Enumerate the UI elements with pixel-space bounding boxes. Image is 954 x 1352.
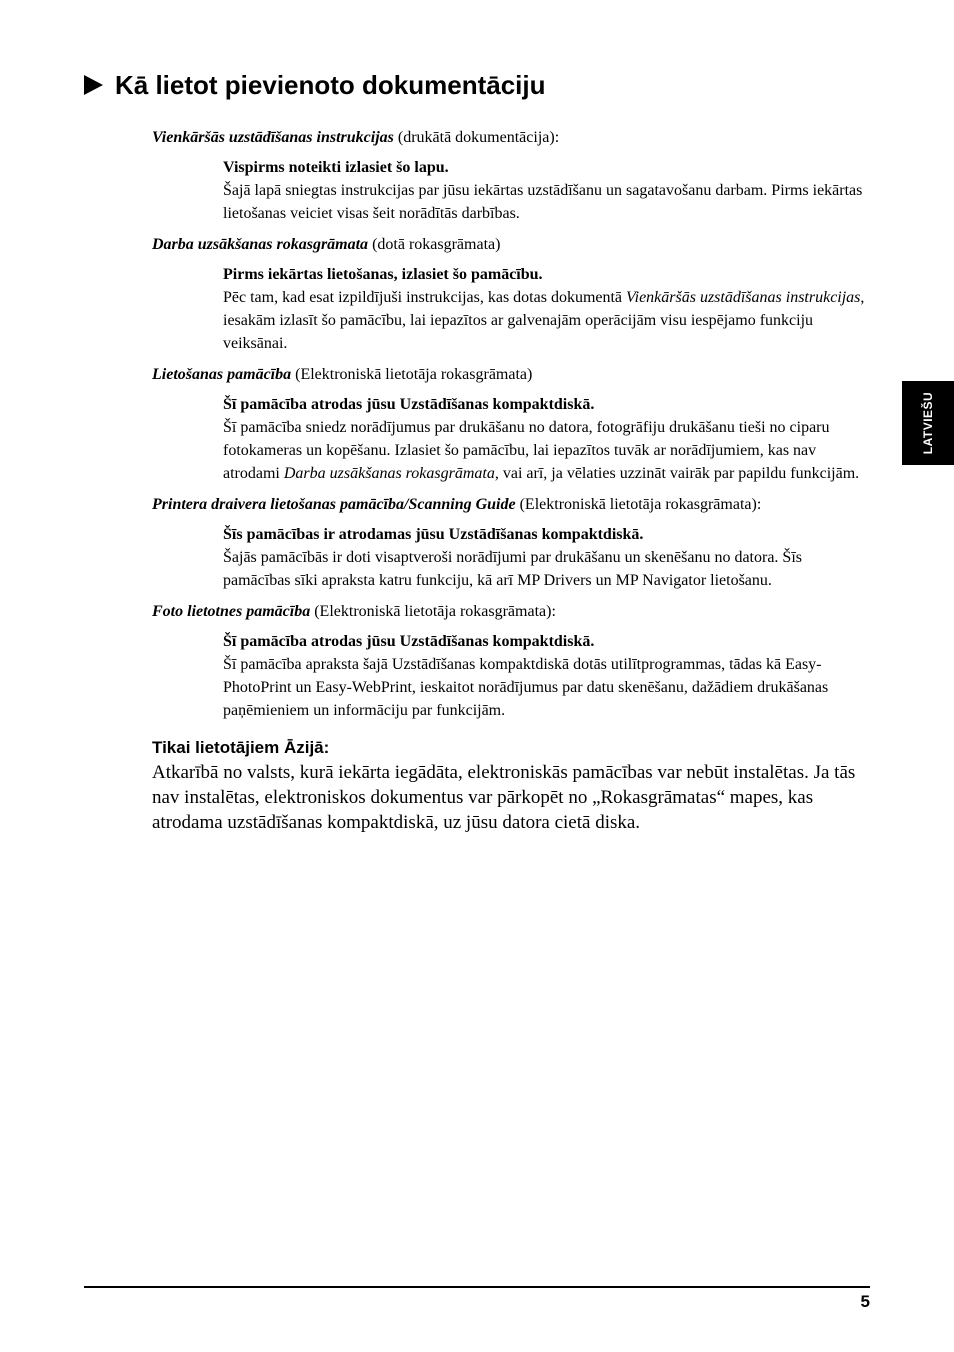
- asia-note-text: Atkarībā no valsts, kurā iekārta iegādāta, elektroniskās pamācības var nebūt instalētas. Ja tās nav instalētas, elektroniskos dokumentus var pārkopēt no „Rokasgrāmatas“ mapes, kas atrodama uzstādīšanas kompaktdiskā, uz jūsu datora cietā diska.: [152, 762, 856, 833]
- doc-title: Foto lietotnes pamācība: [152, 603, 311, 620]
- triangle-bullet-icon: [84, 75, 103, 95]
- entry-text-part: , vai arī, ja vēlaties uzzināt vairāk par papildu funkcijām.: [494, 465, 860, 482]
- entry-heading: [152, 363, 872, 386]
- entry-text-reference: Vienkāršās uzstādīšanas instrukcijas: [626, 289, 861, 306]
- asia-note-heading: Tikai lietotājiem Āzijā:: [152, 738, 330, 757]
- entry-text: Šajā lapā sniegtas instrukcijas par jūsu iekārtas uzstādīšanu un sagatavošanu darbam. Pirms iekārtas lietošanas veiciet visas šeit norādītās darbības.: [223, 182, 863, 222]
- doc-title: Darba uzsākšanas rokasgrāmata: [152, 236, 369, 253]
- entry-heading: [152, 600, 872, 623]
- entry-easy-setup: [152, 126, 872, 225]
- page-number: 5: [860, 1292, 870, 1311]
- entry-body: [223, 263, 872, 355]
- entry-body: [223, 523, 872, 592]
- entry-text-reference: Darba uzsākšanas rokasgrāmata: [283, 465, 495, 482]
- entry-heading: [152, 233, 872, 256]
- entry-subheading: Šī pamācība atrodas jūsu Uzstādīšanas kompaktdiskā.: [223, 633, 595, 650]
- doc-title: Vienkāršās uzstādīšanas instrukcijas: [152, 129, 394, 146]
- entry-heading: [152, 493, 872, 516]
- entry-text: Šī pamācība apraksta šajā Uzstādīšanas kompaktdiskā dotās utilītprogrammas, tādas kā Easy-PhotoPrint un Easy-WebPrint, ieskaitot norādījumus par datu skenēšanu, dažādiem drukāšanas paņēmieniem un informāciju par funkcijām.: [223, 656, 829, 719]
- doc-type: (Elektroniskā lietotāja rokasgrāmata): [291, 366, 533, 383]
- doc-title: Lietošanas pamācība: [152, 366, 292, 383]
- entry-text: Šajās pamācībās ir doti visaptveroši norādījumi par drukāšanu un skenēšanu no datora. Šīs pamācības sīki apraksta katru funkciju, kā arī MP Drivers un MP Navigator lietošanu.: [223, 549, 802, 589]
- doc-type: (drukātā dokumentācija):: [393, 129, 560, 146]
- documentation-list: [152, 126, 872, 835]
- entry-text-part: Pēc tam, kad esat izpildījuši instrukcijas, kas dotas dokumentā: [223, 289, 627, 306]
- entry-getting-started: [152, 233, 872, 355]
- page-title: [84, 68, 546, 102]
- entry-text: [223, 286, 872, 355]
- entry-text-part: Šī pamācība sniedz norādījumus par drukāšanu no datora, fotogrāfiju drukāšanu tieši no ciparu fotokameras un kopēšanu. Izlasiet šo pamācību, lai iepazītos tuvāk ar norādījumiem, kas nav atrodami: [223, 419, 830, 482]
- language-tab: [902, 381, 954, 465]
- doc-title: Printera draivera lietošanas pamācība/Scanning Guide: [152, 496, 516, 513]
- doc-type: (Elektroniskā lietotāja rokasgrāmata):: [515, 496, 762, 513]
- entry-body: [223, 156, 872, 225]
- page-title-text: Kā lietot pievienoto dokumentāciju: [115, 70, 546, 100]
- entry-subheading: Vispirms noteikti izlasiet šo lapu.: [223, 159, 449, 176]
- entry-subheading: Pirms iekārtas lietošanas, izlasiet šo pamācību.: [223, 266, 543, 283]
- entry-text-part: , iesakām izlasīt šo pamācību, lai iepazītos ar galvenajām operācijām visu iespējamo funkciju veiksānai.: [223, 289, 865, 352]
- doc-type: (Elektroniskā lietotāja rokasgrāmata):: [310, 603, 556, 620]
- footer-divider: [84, 1286, 870, 1288]
- entry-heading: [152, 126, 872, 149]
- entry-subheading: Šī pamācība atrodas jūsu Uzstādīšanas kompaktdiskā.: [223, 396, 595, 413]
- entry-driver-guide: [152, 493, 872, 592]
- entry-photo-guide: [152, 600, 872, 722]
- entry-text: [223, 416, 872, 485]
- doc-type: (dotā rokasgrāmata): [368, 236, 501, 253]
- entry-body: [223, 630, 872, 722]
- entry-user-guide: [152, 363, 872, 485]
- language-tab-label: LATVIEŠU: [921, 391, 936, 455]
- asia-note: [152, 736, 872, 835]
- entry-body: [223, 393, 872, 485]
- entry-subheading: Šīs pamācības ir atrodamas jūsu Uzstādīšanas kompaktdiskā.: [223, 526, 644, 543]
